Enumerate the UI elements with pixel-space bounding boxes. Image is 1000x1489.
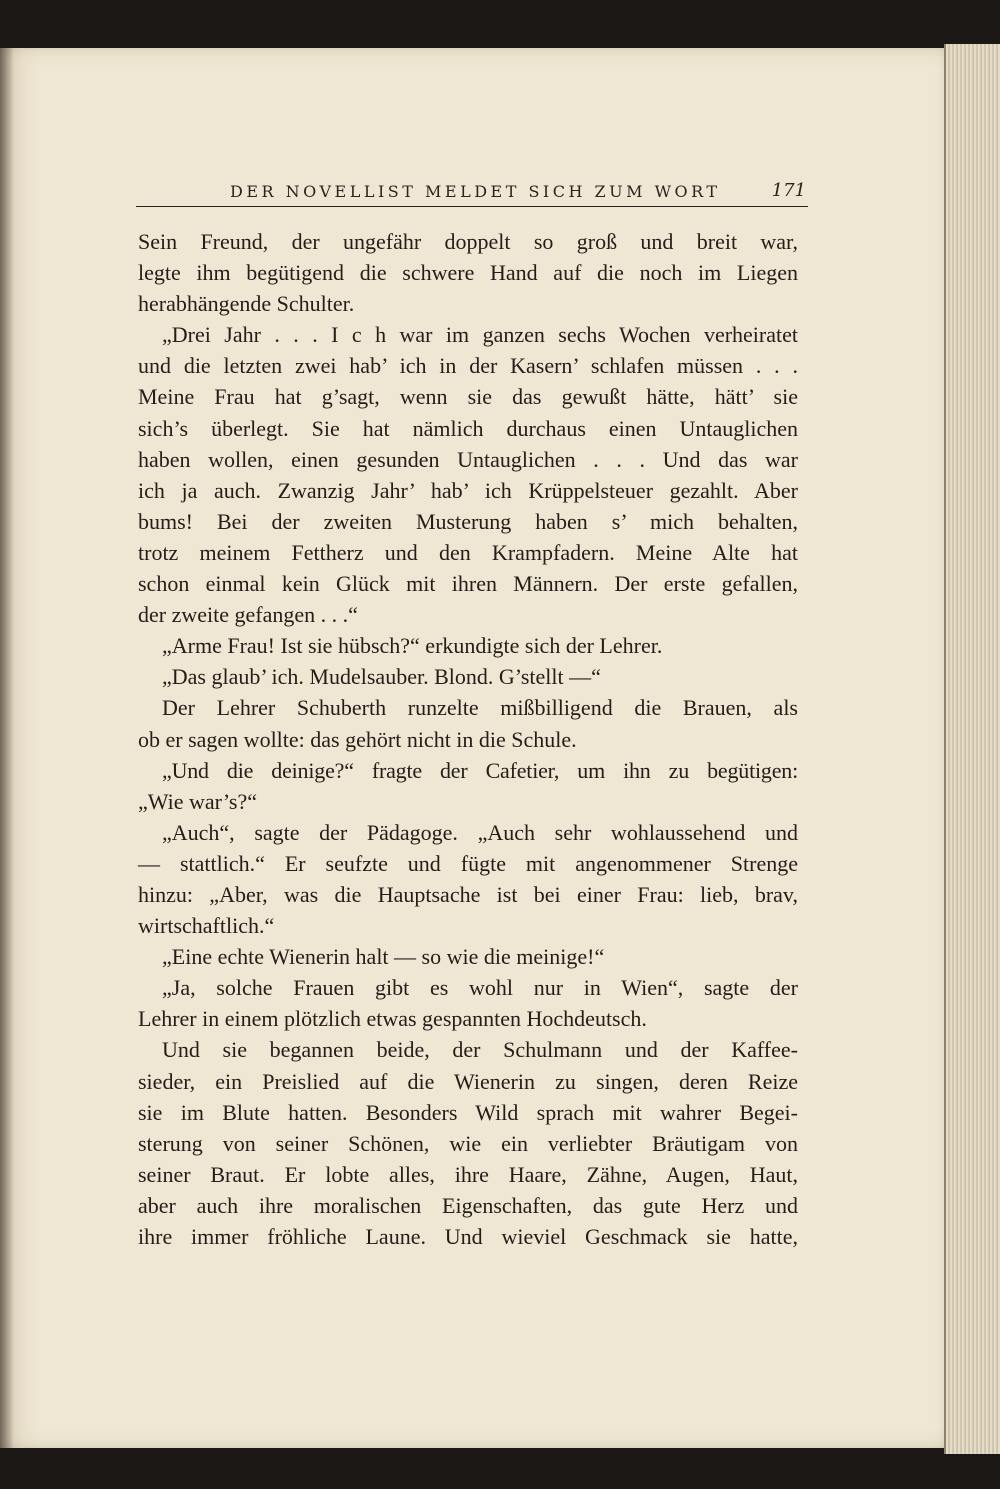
- spine-shadow: [0, 48, 14, 1448]
- text-line: wirtschaftlich.“: [138, 913, 275, 939]
- text-line: sich’s überlegt. Sie hat nämlich durchaus einen Untauglichen: [138, 415, 798, 441]
- running-head: [136, 178, 808, 206]
- text-line: hinzu: „Aber, was die Hauptsache ist bei einer Frau: lieb, brav,: [138, 881, 798, 907]
- text-line: und die letzten zwei hab’ ich in der Kasern’ schlafen müssen . . .: [138, 353, 798, 379]
- text-line: schon einmal kein Glück mit ihren Männern. Der erste gefallen,: [138, 571, 798, 597]
- page-edges: [944, 44, 1000, 1454]
- running-title: DER NOVELLIST MELDET SICH ZUM WORT: [230, 182, 721, 201]
- header-rule: [136, 206, 808, 207]
- text-line: ich ja auch. Zwanzig Jahr’ hab’ ich Krüppelsteuer gezahlt. Aber: [138, 477, 798, 503]
- body-text: [138, 226, 798, 1252]
- text-line: Lehrer in einem plötzlich etwas gespannten Hochdeutsch.: [138, 1006, 647, 1032]
- text-line: — stattlich.“ Er seufzte und fügte mit angenommener Strenge: [138, 850, 798, 876]
- text-line: „Das glaub’ ich. Mudelsauber. Blond. G’stellt —“: [162, 664, 601, 690]
- text-line: „Eine echte Wienerin halt — so wie die meinige!“: [162, 944, 605, 970]
- text-line: sie im Blute hatten. Besonders Wild sprach mit wahrer Begei-: [138, 1099, 798, 1125]
- text-line: trotz meinem Fettherz und den Krampfadern. Meine Alte hat: [138, 539, 798, 565]
- text-line: bums! Bei der zweiten Musterung haben s’ mich behalten,: [138, 508, 798, 534]
- text-line: Sein Freund, der ungefähr doppelt so groß und breit war,: [138, 229, 798, 254]
- text-line: Meine Frau hat g’sagt, wenn sie das gewußt hätte, hätt’ sie: [138, 384, 798, 410]
- text-line: seiner Braut. Er lobte alles, ihre Haare, Zähne, Augen, Haut,: [138, 1161, 798, 1187]
- text-line: legte ihm begütigend die schwere Hand auf die noch im Liegen: [138, 260, 798, 286]
- text-line: ob er sagen wollte: das gehört nicht in die Schule.: [138, 726, 577, 752]
- text-line: haben wollen, einen gesunden Untauglichen . . . Und das war: [138, 446, 798, 472]
- text-line: „Arme Frau! Ist sie hübsch?“ erkundigte sich der Lehrer.: [162, 633, 663, 659]
- text-line: „Und die deinige?“ fragte der Cafetier, um ihn zu begütigen:: [162, 757, 798, 783]
- text-line: sieder, ein Preislied auf die Wienerin zu singen, deren Reize: [138, 1068, 798, 1094]
- text-line: sterung von seiner Schönen, wie ein verliebter Bräutigam von: [138, 1130, 798, 1156]
- text-line: „Auch“, sagte der Pädagoge. „Auch sehr wohlaussehend und: [162, 819, 798, 845]
- text-line: Und sie begannen beide, der Schulmann und der Kaffee-: [162, 1037, 798, 1063]
- text-line: ihre immer fröhliche Laune. Und wieviel Geschmack sie hatte,: [138, 1224, 798, 1249]
- text-line: Der Lehrer Schuberth runzelte mißbilligend die Brauen, als: [162, 695, 798, 721]
- text-line: „Ja, solche Frauen gibt es wohl nur in Wien“, sagte der: [162, 975, 798, 1001]
- text-line: aber auch ihre moralischen Eigenschaften, das gute Herz und: [138, 1192, 798, 1218]
- text-line: „Wie war’s?“: [138, 788, 258, 814]
- text-line: „Drei Jahr . . . I c h war im ganzen sechs Wochen verheiratet: [162, 322, 798, 348]
- text-line: der zweite gefangen . . .“: [138, 602, 358, 628]
- page-number: 171: [771, 180, 806, 201]
- text-line: herabhängende Schulter.: [138, 291, 355, 317]
